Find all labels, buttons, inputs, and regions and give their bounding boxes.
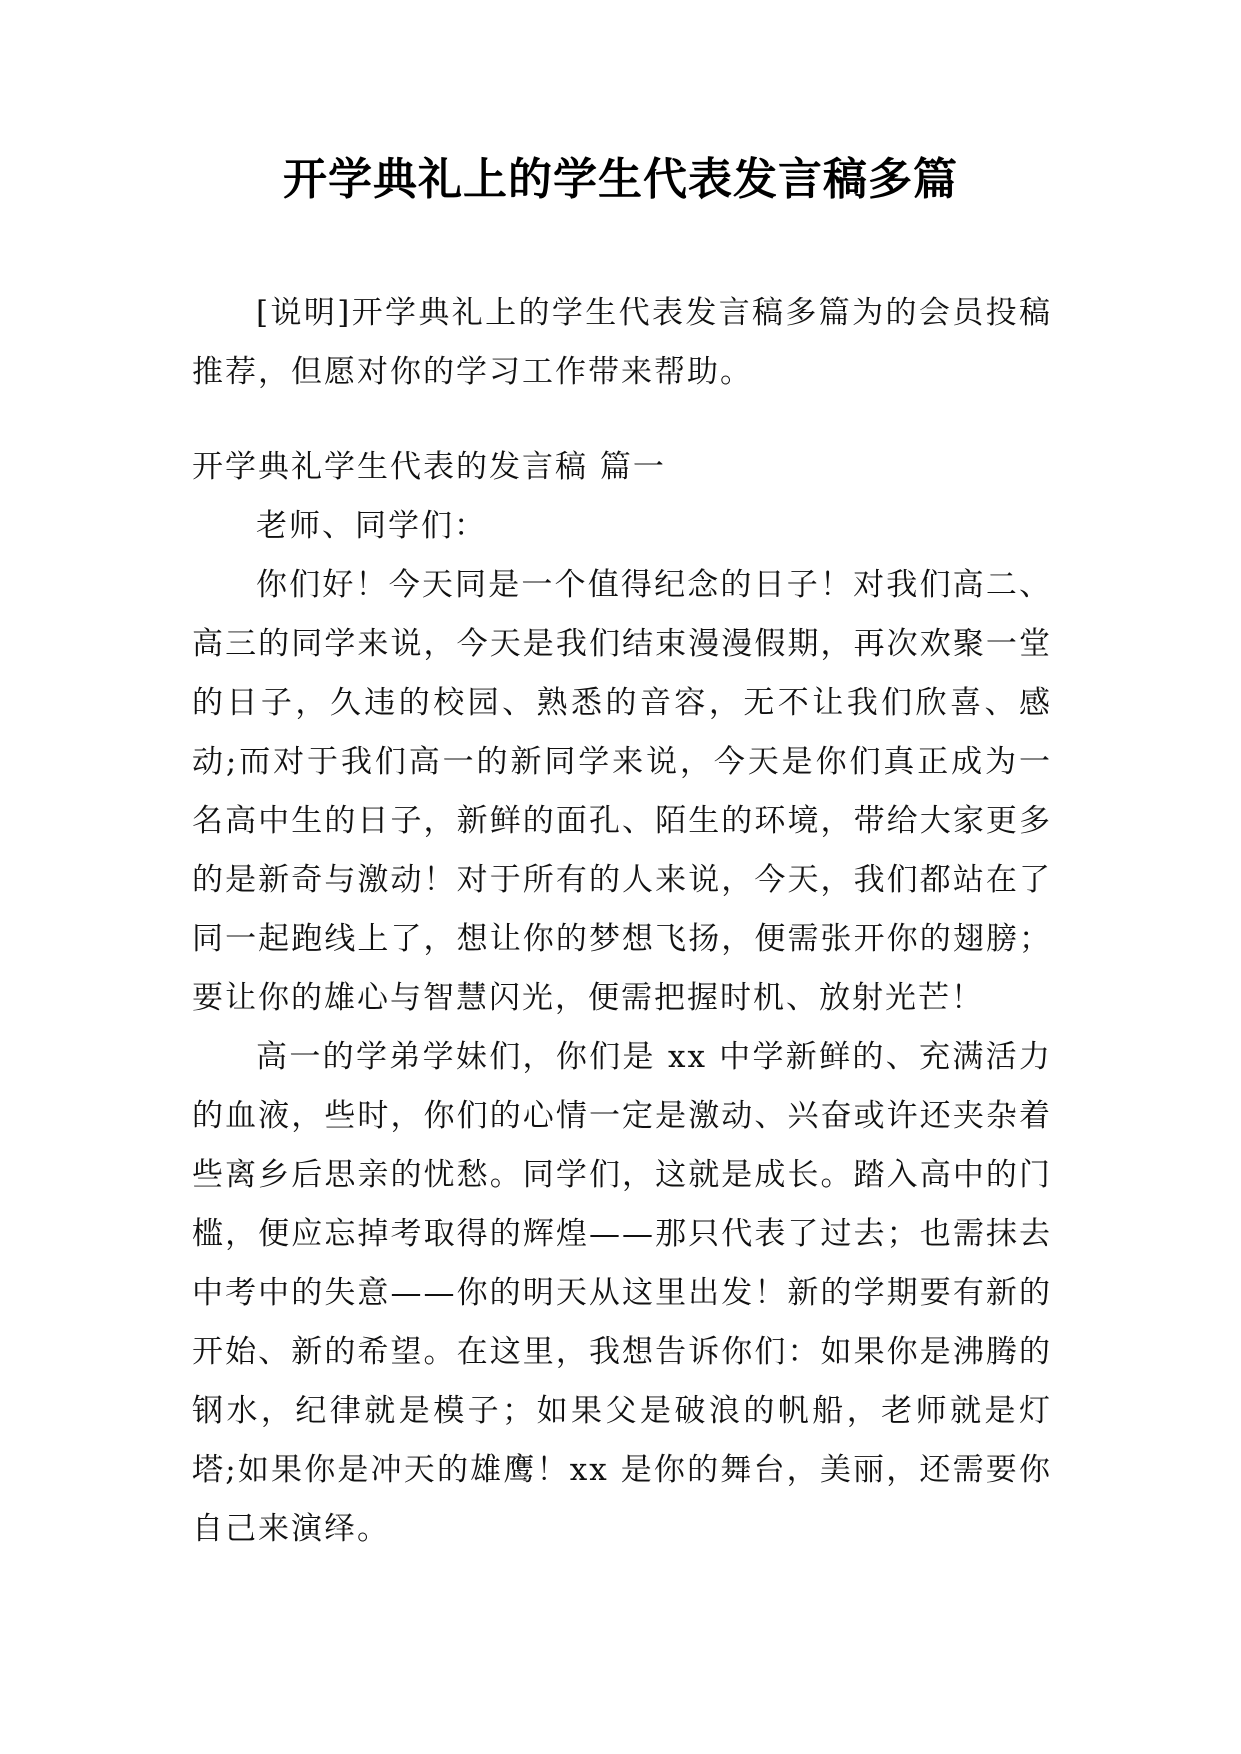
document-body	[192, 284, 1052, 1559]
document-title: 开学典礼上的学生代表发言稿多篇	[283, 154, 958, 205]
body-paragraph-2: 高一的学弟学妹们，你们是 xx 中学新鲜的、充满活力的血液，些时，你们的心情一定是激动、兴奋或许还夹杂着些离乡后思亲的忧愁。同学们，这就是成长。踏入高中的门槛，便应忘掉考取得的辉煌——那只代表了过去；也需抹去中考中的失意——你的明天从这里出发！新的学期要有新的开始、新的希望。在这里，我想告诉你们：如果你是沸腾的钢水，纪律就是模子；如果父是破浪的帆船，老师就是灯塔;如果你是冲天的雄鹰！xx 是你的舞台，美丽，还需要你自己来演绎。	[192, 1039, 1052, 1547]
intro-paragraph: [说明]开学典礼上的学生代表发言稿多篇为的会员投稿推荐，但愿对你的学习工作带来帮助。	[192, 295, 1052, 390]
salutation: 老师、同学们：	[256, 508, 487, 544]
body-paragraph-1: 你们好！今天同是一个值得纪念的日子！对我们高二、高三的同学来说，今天是我们结束漫漫假期，再次欢聚一堂的日子，久违的校园、熟悉的音容，无不让我们欣喜、感动;而对于我们高一的新同学来说，今天是你们真正成为一名高中生的日子，新鲜的面孔、陌生的环境，带给大家更多的是新奇与激动！对于所有的人来说，今天，我们都站在了同一起跑线上了，想让你的梦想飞扬，便需张开你的翅膀；要让你的雄心与智慧闪光，便需把握时机、放射光芒！	[192, 567, 1052, 1016]
section-heading: 开学典礼学生代表的发言稿 篇一	[192, 449, 666, 485]
paragraph-gap	[192, 402, 1052, 438]
